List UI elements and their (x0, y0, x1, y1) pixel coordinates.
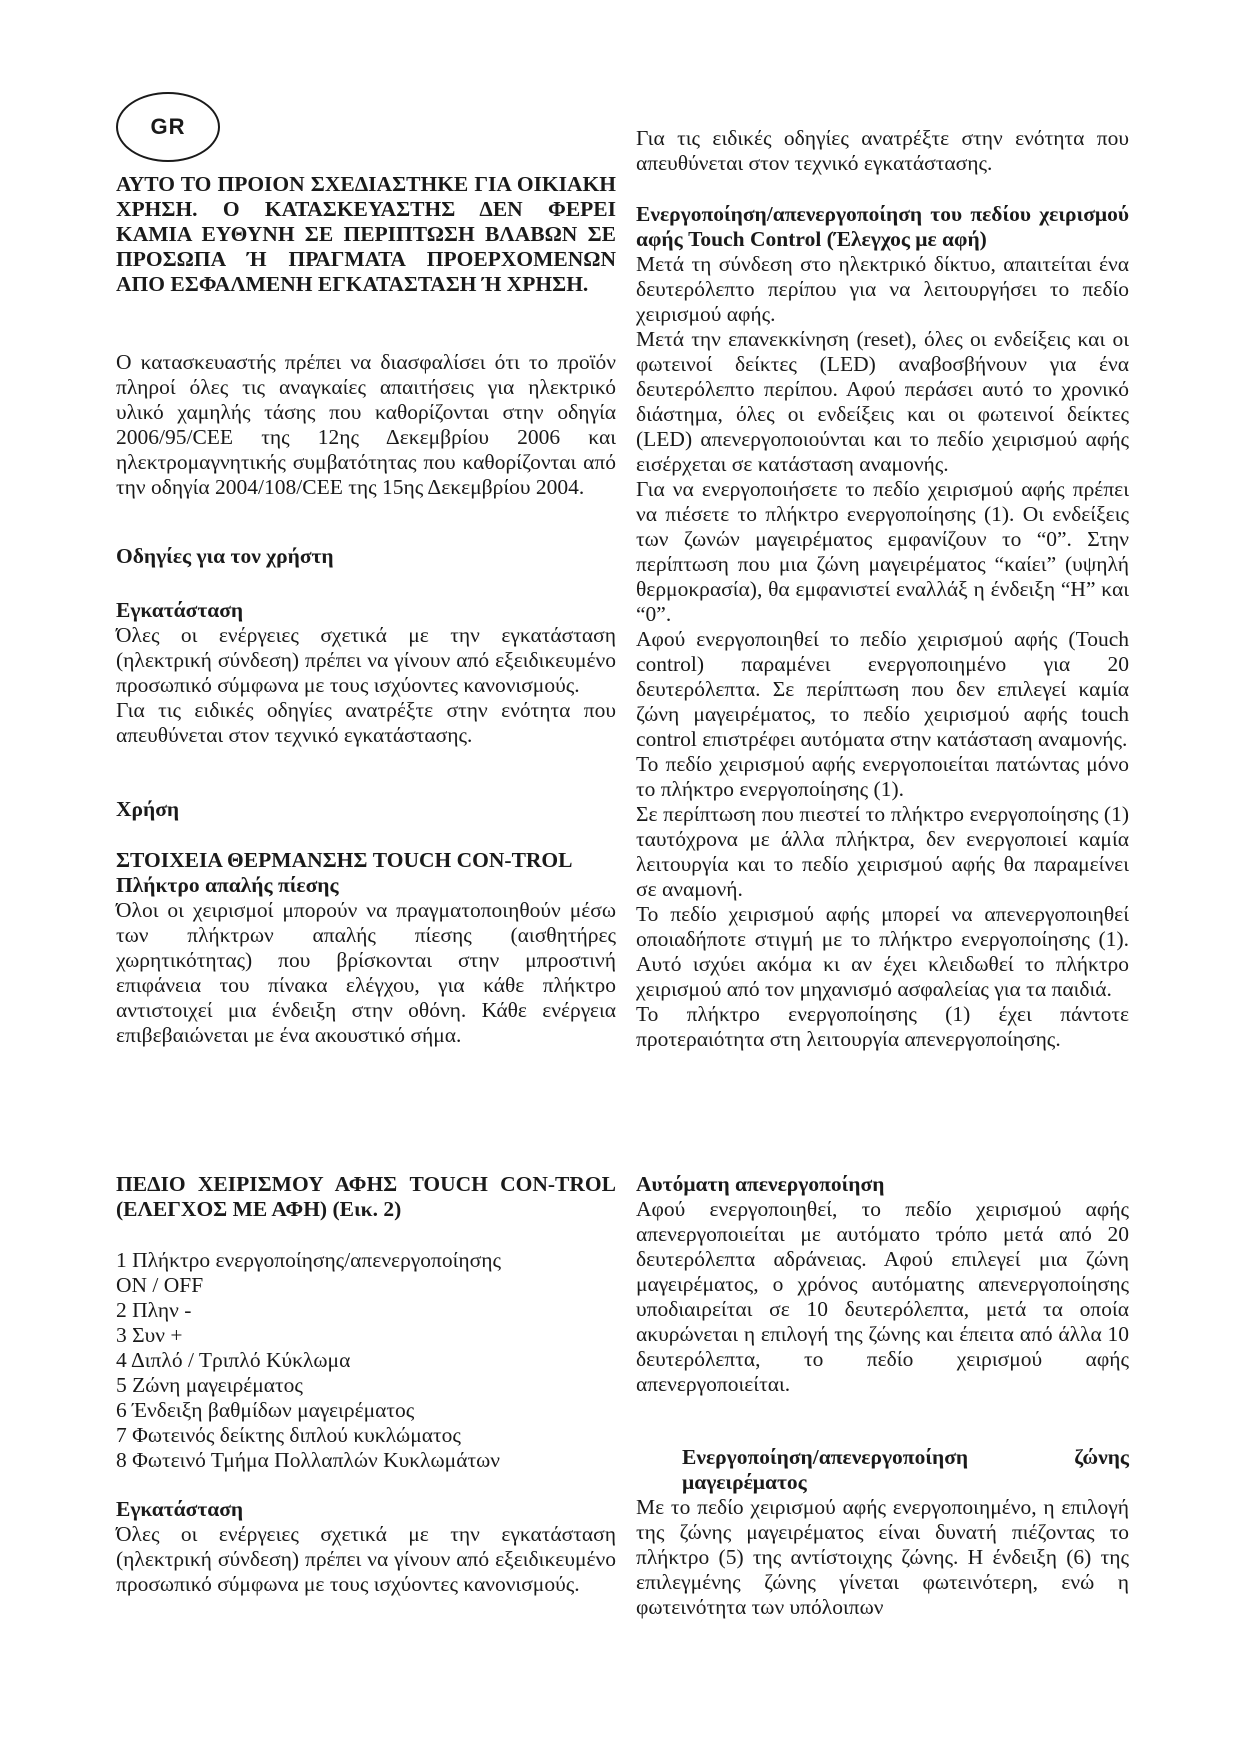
compliance-text: Ο κατασκευαστής πρέπει να διασφαλίσει ότι το προϊόν πληροί όλες τις αναγκαίες απαιτήσεις για ηλεκτρικό υλικό χαμηλής τάσης που καθορίζονται στην οδηγία 2006/95/CEE της 12ης Δεκεμβρίου 2006 και ηλεκτρομαγνητικής συμβατότητας που καθορίζονται από την οδηγία 2004/108/CEE της 15ης Δεκεμβρίου 2004. (116, 350, 616, 499)
zone-text: Με το πεδίο χειρισμού αφής ενεργοποιημένο, η επιλογή της ζώνης μαγειρέματος είναι δυνατή πιέζοντας το πλήκτρο (5) της αντίστοιχης ζώνης. Η ένδειξη (6) της επιλεγμένης ζώνης γίνεται φωτεινότερη, ενώ η φωτεινότητα των υπόλοιπων (636, 1495, 1129, 1619)
onoff-heading: Ενεργοποίηση/απενεργοποίηση του πεδίου χειρισμού αφής Touch Control (Έλεγχος με αφή) (636, 202, 1129, 251)
reference-block (636, 126, 1129, 176)
touch-heading: ΠΕΔΙΟ ΧΕΙΡΙΣΜΟΥ ΑΦΗΣ TOUCH CON-TROL (ΕΛΕΓΧΟΣ ΜΕ ΑΦΗ) (Εικ. 2) (116, 1172, 616, 1221)
heating-heading: ΣΤΟΙΧΕΙΑ ΘΕΡΜΑΝΣΗΣ TOUCH CON-TROL (116, 848, 573, 872)
install2-heading: Εγκατάσταση (116, 1497, 244, 1521)
legend-item: 3 Συν + (116, 1323, 183, 1347)
install-text: Όλες οι ενέργειες σχετικά με την εγκατάσταση (ηλεκτρική σύνδεση) πρέπει να γίνουν από εξειδικευμένο προσωπικό σύμφωνα με τους ισχύοντες κανονισμούς. (116, 623, 616, 697)
language-badge: GR (116, 92, 220, 162)
onoff-paragraph: Σε περίπτωση που πιεστεί το πλήκτρο ενεργοποίησης (1) ταυτόχρονα με άλλα πλήκτρα, δεν ενεργοποιεί καμία λειτουργία και το πεδίο χειρισμού αφής θα παραμείνει σε αναμονή. (636, 802, 1129, 901)
zone-heading: Ενεργοποίηση/απενεργοποίηση ζώνης μαγειρέματος (682, 1445, 1129, 1494)
zone-section (636, 1445, 1129, 1620)
onoff-paragraph: Το πεδίο χειρισμού αφής ενεργοποιείται πατώντας μόνο το πλήκτρο ενεργοποίησης (1). (636, 752, 1129, 801)
onoff-paragraph: Αφού ενεργοποιηθεί το πεδίο χειρισμού αφής (Touch control) παραμένει ενεργοποιημένο για 20 δευτερόλεπτα. Σε περίπτωση που δεν επιλεγεί καμία ζώνη μαγειρέματος, το πεδίο χειρισμού αφής touch control επιστρέφει αυτόματα στην κατάσταση αναμονής. (636, 627, 1129, 751)
use-section (116, 797, 616, 822)
legend-item: 1 Πλήκτρο ενεργοποίησης/απενεργοποίησης (116, 1248, 502, 1272)
warning-text: ΑΥΤΟ ΤΟ ΠΡΟΙΟΝ ΣΧΕΔΙΑΣΤΗΚΕ ΓΙΑ ΟΙΚΙΑΚΗ ΧΡΗΣΗ. Ο ΚΑΤΑΣΚΕΥΑΣΤΗΣ ΔΕΝ ΦΕΡΕΙ ΚΑΜΙΑ ΕΥΘΥΝΗ ΣΕ ΠΕΡΙΠΤΩΣΗ ΒΛΑΒΩΝ ΣΕ ΠΡΟΣΩΠΑ Ή ΠΡΑΓΜΑΤΑ ΠΡΟΕΡΧΟΜΕΝΩΝ ΑΠΟ ΕΣΦΑΛΜΕΝΗ ΕΓΚΑΤΑΣΤΑΣΗ Ή ΧΡΗΣΗ. (116, 172, 616, 296)
install-reference: Για τις ειδικές οδηγίες ανατρέξτε στην ενότητα που απευθύνεται στον τεχνικό εγκατάστασης. (116, 698, 616, 747)
compliance-block (116, 350, 616, 500)
touch-control-section (116, 1172, 616, 1222)
onoff-paragraph: Το πεδίο χειρισμού αφής μπορεί να απενεργοποιηθεί οποιαδήποτε στιγμή με το πλήκτρο ενεργοποίησης (1). Αυτό ισχύει ακόμα κι αν έχει κλειδωθεί το πλήκτρο χειρισμού από τον μηχανισμό ασφαλείας για τα παιδιά. (636, 902, 1129, 1001)
heating-section (116, 848, 616, 1048)
onoff-paragraph: Για να ενεργοποιήσετε το πεδίο χειρισμού αφής πρέπει να πιέσετε το πλήκτρο ενεργοποίησης (1). Οι ενδείξεις των ζωνών μαγειρέματος εμφανίζουν το “0”. Στην περίπτωση που μια ζώνη μαγειρέματος “καίει” (υψηλή θερμοκρασία), θα εμφανιστεί εναλλάξ η ένδειξη “H” και “0”. (636, 477, 1129, 626)
auto-off-heading: Αυτόματη απενεργοποίηση (636, 1172, 885, 1196)
legend-list (116, 1248, 616, 1473)
install2-text: Όλες οι ενέργειες σχετικά με την εγκατάσταση (ηλεκτρική σύνδεση) πρέπει να γίνουν από εξειδικευμένο προσωπικό σύμφωνα με τους ισχύοντες κανονισμούς. (116, 1522, 616, 1596)
install2-section (116, 1497, 616, 1597)
legend-item: 2 Πλην - (116, 1298, 192, 1322)
install-heading: Εγκατάσταση (116, 598, 244, 622)
legend-item: 8 Φωτεινό Τμήμα Πολλαπλών Κυκλωμάτων (116, 1448, 500, 1472)
user-heading: Οδηγίες για τον χρήστη (116, 544, 334, 568)
onoff-paragraph: Το πλήκτρο ενεργοποίησης (1) έχει πάντοτε προτεραιότητα στη λειτουργία απενεργοποίησης. (636, 1002, 1129, 1051)
legend-item: 4 Διπλό / Τριπλό Κύκλωμα (116, 1348, 351, 1372)
warning-block (116, 172, 616, 297)
auto-off-section (636, 1172, 1129, 1397)
auto-off-text: Αφού ενεργοποιηθεί, το πεδίο χειρισμού αφής απενεργοποιείται με αυτόματο τρόπο μετά από 20 δευτερόλεπτα αδράνειας. Αφού επιλεγεί μια ζώνη μαγειρέματος, ο χρόνος αυτόματης απενεργοποίησης υποδιαιρείται σε 10 δευτερόλεπτα, μετά τα οποία ακυρώνεται η επιλογή της ζώνης και έπειτα από άλλα 10 δευτερόλεπτα, το πεδίο χειρισμού αφής απενεργοποιείται. (636, 1197, 1129, 1396)
install-section (116, 598, 616, 748)
onoff-paragraph: Μετά τη σύνδεση στο ηλεκτρικό δίκτυο, απαιτείται ένα δευτερόλεπτο περίπου για να λειτουργήσει το πεδίο χειρισμού αφής. (636, 252, 1129, 326)
onoff-section (636, 202, 1129, 1052)
reference-text: Για τις ειδικές οδηγίες ανατρέξτε στην ενότητα που απευθύνεται στον τεχνικό εγκατάστασης. (636, 126, 1129, 175)
use-heading: Χρήση (116, 797, 180, 821)
legend-item: 5 Ζώνη μαγειρέματος (116, 1373, 303, 1397)
user-instructions (116, 544, 616, 569)
legend-item: 6 Ένδειξη βαθμίδων μαγειρέματος (116, 1398, 415, 1422)
soft-key-heading: Πλήκτρο απαλής πίεσης (116, 873, 339, 897)
onoff-paragraph: Μετά την επανεκκίνηση (reset), όλες οι ενδείξεις και οι φωτεινοί δείκτες (LED) αναβοσβήνουν για ένα δευτερόλεπτο περίπου. Αφού περάσει αυτό το χρονικό διάστημα, όλες οι ενδείξεις και οι φωτεινοί δείκτες (LED) απενεργοποιούνται και το πεδίο χειρισμού αφής εισέρχεται σε κατάσταση αναμονής. (636, 327, 1129, 476)
legend-item: 7 Φωτεινός δείκτης διπλού κυκλώματος (116, 1423, 461, 1447)
soft-key-text: Όλοι οι χειρισμοί μπορούν να πραγματοποιηθούν μέσω των πλήκτρων απαλής πίεσης (αισθητήρες χωρητικότητας) που βρίσκονται στην μπροστινή επιφάνεια του πίνακα ελέγχου, για κάθε πλήκτρο αντιστοιχεί μια ένδειξη στην οθόνη. Κάθε ενέργεια επιβεβαιώνεται με ένα ακουστικό σήμα. (116, 898, 616, 1047)
legend-item: ON / OFF (116, 1273, 204, 1297)
